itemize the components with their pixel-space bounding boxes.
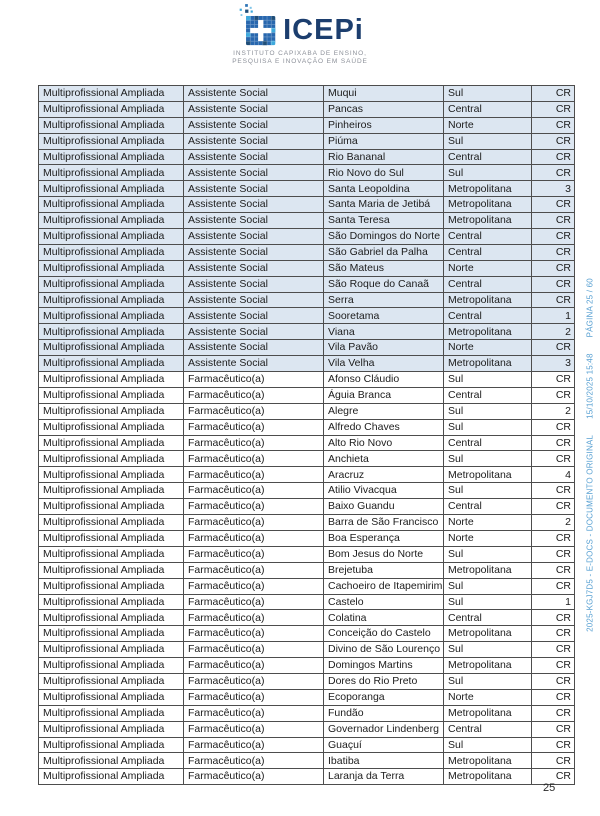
table-row	[39, 197, 575, 213]
cell-vacancies: 2	[532, 515, 575, 531]
cell-municipality: Laranja da Terra	[324, 769, 444, 785]
cell-region: Central	[444, 244, 532, 260]
cell-program: Multiprofissional Ampliada	[39, 324, 184, 340]
table-row	[39, 530, 575, 546]
cell-vacancies: CR	[532, 499, 575, 515]
cell-region: Metropolitana	[444, 356, 532, 372]
cell-vacancies: CR	[532, 483, 575, 499]
cell-region: Central	[444, 435, 532, 451]
table-row	[39, 483, 575, 499]
table-row	[39, 308, 575, 324]
cell-region: Sul	[444, 403, 532, 419]
cell-program: Multiprofissional Ampliada	[39, 292, 184, 308]
table-row	[39, 562, 575, 578]
cell-program: Multiprofissional Ampliada	[39, 594, 184, 610]
cell-profession: Assistente Social	[184, 292, 324, 308]
cell-program: Multiprofissional Ampliada	[39, 229, 184, 245]
cell-municipality: Guaçuí	[324, 737, 444, 753]
cell-vacancies: CR	[532, 276, 575, 292]
cell-vacancies: CR	[532, 372, 575, 388]
logo-subtitle-line1: INSTITUTO CAPIXABA DE ENSINO,	[233, 50, 367, 57]
cell-profession: Farmacêutico(a)	[184, 387, 324, 403]
table-row	[39, 721, 575, 737]
cell-region: Metropolitana	[444, 658, 532, 674]
cell-municipality: Governador Lindenberg	[324, 721, 444, 737]
cell-municipality: Santa Maria de Jetibá	[324, 197, 444, 213]
cell-region: Metropolitana	[444, 467, 532, 483]
cell-vacancies: 2	[532, 324, 575, 340]
cell-program: Multiprofissional Ampliada	[39, 133, 184, 149]
table-row	[39, 117, 575, 133]
cell-profession: Farmacêutico(a)	[184, 403, 324, 419]
table-row	[39, 546, 575, 562]
cell-program: Multiprofissional Ampliada	[39, 467, 184, 483]
cell-program: Multiprofissional Ampliada	[39, 387, 184, 403]
cell-vacancies: CR	[532, 292, 575, 308]
cell-profession: Assistente Social	[184, 101, 324, 117]
table-row	[39, 213, 575, 229]
cell-vacancies: CR	[532, 610, 575, 626]
table-row	[39, 499, 575, 515]
cell-region: Central	[444, 229, 532, 245]
cell-region: Sul	[444, 165, 532, 181]
cell-vacancies: CR	[532, 86, 575, 102]
table-row	[39, 610, 575, 626]
cell-region: Norte	[444, 515, 532, 531]
cell-profession: Farmacêutico(a)	[184, 594, 324, 610]
cell-profession: Assistente Social	[184, 133, 324, 149]
cell-municipality: Pancas	[324, 101, 444, 117]
cell-program: Multiprofissional Ampliada	[39, 435, 184, 451]
cell-municipality: Aracruz	[324, 467, 444, 483]
table-row	[39, 292, 575, 308]
cell-profession: Assistente Social	[184, 324, 324, 340]
logo-subtitle-line2: PESQUISA E INOVAÇÃO EM SAÚDE	[232, 58, 368, 66]
cell-municipality: Vila Velha	[324, 356, 444, 372]
cell-vacancies: CR	[532, 213, 575, 229]
table-row	[39, 403, 575, 419]
table-row	[39, 705, 575, 721]
cell-region: Sul	[444, 419, 532, 435]
vacancies-table	[38, 85, 575, 785]
cell-profession: Farmacêutico(a)	[184, 483, 324, 499]
cell-vacancies: CR	[532, 642, 575, 658]
cell-profession: Farmacêutico(a)	[184, 499, 324, 515]
cell-profession: Farmacêutico(a)	[184, 642, 324, 658]
cell-profession: Farmacêutico(a)	[184, 689, 324, 705]
icepi-logo-icon	[236, 4, 278, 48]
cell-region: Central	[444, 308, 532, 324]
cell-municipality: Muqui	[324, 86, 444, 102]
cell-vacancies: CR	[532, 165, 575, 181]
logo-row	[236, 4, 364, 48]
cell-municipality: Castelo	[324, 594, 444, 610]
cell-municipality: Colatina	[324, 610, 444, 626]
table-row	[39, 578, 575, 594]
cell-region: Metropolitana	[444, 753, 532, 769]
cell-program: Multiprofissional Ampliada	[39, 562, 184, 578]
cell-region: Sul	[444, 578, 532, 594]
cell-municipality: Bom Jesus do Norte	[324, 546, 444, 562]
cell-region: Norte	[444, 530, 532, 546]
table-row	[39, 372, 575, 388]
table-row	[39, 658, 575, 674]
cell-vacancies: CR	[532, 197, 575, 213]
cell-municipality: Ibatiba	[324, 753, 444, 769]
cell-region: Metropolitana	[444, 324, 532, 340]
table-row	[39, 101, 575, 117]
cell-municipality: Piúma	[324, 133, 444, 149]
cell-profession: Assistente Social	[184, 86, 324, 102]
cell-profession: Assistente Social	[184, 181, 324, 197]
stamp-datetime: 15/10/2025 15:48	[585, 353, 595, 419]
cell-program: Multiprofissional Ampliada	[39, 372, 184, 388]
cell-program: Multiprofissional Ampliada	[39, 308, 184, 324]
cell-region: Central	[444, 276, 532, 292]
cell-profession: Assistente Social	[184, 340, 324, 356]
cell-region: Sul	[444, 546, 532, 562]
cell-municipality: Boa Esperança	[324, 530, 444, 546]
cell-profession: Assistente Social	[184, 117, 324, 133]
cell-municipality: Conceição do Castelo	[324, 626, 444, 642]
cell-program: Multiprofissional Ampliada	[39, 419, 184, 435]
cell-municipality: São Gabriel da Palha	[324, 244, 444, 260]
cell-municipality: Anchieta	[324, 451, 444, 467]
cell-program: Multiprofissional Ampliada	[39, 197, 184, 213]
cell-municipality: Atilio Vivacqua	[324, 483, 444, 499]
cell-municipality: Alegre	[324, 403, 444, 419]
cell-region: Central	[444, 721, 532, 737]
cell-profession: Farmacêutico(a)	[184, 467, 324, 483]
cell-profession: Farmacêutico(a)	[184, 372, 324, 388]
cell-program: Multiprofissional Ampliada	[39, 721, 184, 737]
cell-region: Central	[444, 149, 532, 165]
cell-vacancies: 3	[532, 356, 575, 372]
cell-vacancies: CR	[532, 689, 575, 705]
cell-municipality: Águia Branca	[324, 387, 444, 403]
cell-vacancies: CR	[532, 340, 575, 356]
cell-program: Multiprofissional Ampliada	[39, 244, 184, 260]
cell-region: Sul	[444, 737, 532, 753]
cell-profession: Assistente Social	[184, 197, 324, 213]
cell-program: Multiprofissional Ampliada	[39, 181, 184, 197]
cell-municipality: Dores do Rio Preto	[324, 673, 444, 689]
cell-municipality: Cachoeiro de Itapemirim	[324, 578, 444, 594]
cell-program: Multiprofissional Ampliada	[39, 642, 184, 658]
cell-vacancies: CR	[532, 229, 575, 245]
cell-program: Multiprofissional Ampliada	[39, 213, 184, 229]
cell-region: Sul	[444, 483, 532, 499]
table-row	[39, 324, 575, 340]
cell-municipality: Alto Rio Novo	[324, 435, 444, 451]
cell-vacancies: CR	[532, 562, 575, 578]
cell-program: Multiprofissional Ampliada	[39, 530, 184, 546]
cell-vacancies: CR	[532, 753, 575, 769]
cell-program: Multiprofissional Ampliada	[39, 260, 184, 276]
table-row	[39, 594, 575, 610]
cell-vacancies: 2	[532, 403, 575, 419]
table-row	[39, 689, 575, 705]
cell-region: Metropolitana	[444, 705, 532, 721]
cell-program: Multiprofissional Ampliada	[39, 737, 184, 753]
cell-region: Metropolitana	[444, 181, 532, 197]
table-row	[39, 133, 575, 149]
cell-program: Multiprofissional Ampliada	[39, 117, 184, 133]
cell-program: Multiprofissional Ampliada	[39, 705, 184, 721]
cell-program: Multiprofissional Ampliada	[39, 753, 184, 769]
cell-vacancies: CR	[532, 530, 575, 546]
cell-vacancies: CR	[532, 737, 575, 753]
cell-vacancies: CR	[532, 721, 575, 737]
cell-profession: Farmacêutico(a)	[184, 515, 324, 531]
cell-region: Metropolitana	[444, 626, 532, 642]
table-row	[39, 165, 575, 181]
cell-profession: Farmacêutico(a)	[184, 530, 324, 546]
page-number: 25	[543, 782, 556, 794]
cell-profession: Farmacêutico(a)	[184, 753, 324, 769]
cell-region: Norte	[444, 689, 532, 705]
table-row	[39, 260, 575, 276]
cell-program: Multiprofissional Ampliada	[39, 165, 184, 181]
cell-profession: Farmacêutico(a)	[184, 419, 324, 435]
cell-profession: Assistente Social	[184, 165, 324, 181]
cell-profession: Assistente Social	[184, 260, 324, 276]
cell-region: Central	[444, 101, 532, 117]
cell-municipality: Divino de São Lourenço	[324, 642, 444, 658]
cell-vacancies: CR	[532, 451, 575, 467]
cell-region: Metropolitana	[444, 562, 532, 578]
cell-vacancies: CR	[532, 658, 575, 674]
cell-vacancies: 3	[532, 181, 575, 197]
cell-profession: Assistente Social	[184, 213, 324, 229]
cell-municipality: Sooretama	[324, 308, 444, 324]
cell-profession: Assistente Social	[184, 229, 324, 245]
cell-municipality: Afonso Cláudio	[324, 372, 444, 388]
cell-municipality: Domingos Martins	[324, 658, 444, 674]
cell-region: Sul	[444, 86, 532, 102]
cell-profession: Farmacêutico(a)	[184, 673, 324, 689]
cell-municipality: Pinheiros	[324, 117, 444, 133]
cell-region: Norte	[444, 260, 532, 276]
cell-program: Multiprofissional Ampliada	[39, 276, 184, 292]
cell-municipality: Alfredo Chaves	[324, 419, 444, 435]
cell-profession: Farmacêutico(a)	[184, 721, 324, 737]
table-row	[39, 626, 575, 642]
table-row	[39, 356, 575, 372]
cell-region: Central	[444, 499, 532, 515]
cell-region: Sul	[444, 451, 532, 467]
cell-municipality: Ecoporanga	[324, 689, 444, 705]
cell-program: Multiprofissional Ampliada	[39, 86, 184, 102]
cell-vacancies: CR	[532, 673, 575, 689]
table-row	[39, 244, 575, 260]
cell-vacancies: CR	[532, 149, 575, 165]
edocs-stamp-text	[586, 278, 595, 632]
cell-program: Multiprofissional Ampliada	[39, 658, 184, 674]
cell-profession: Farmacêutico(a)	[184, 626, 324, 642]
cell-program: Multiprofissional Ampliada	[39, 499, 184, 515]
cell-vacancies: CR	[532, 546, 575, 562]
cell-region: Metropolitana	[444, 197, 532, 213]
cell-program: Multiprofissional Ampliada	[39, 689, 184, 705]
cell-region: Sul	[444, 133, 532, 149]
cell-program: Multiprofissional Ampliada	[39, 578, 184, 594]
cell-region: Metropolitana	[444, 213, 532, 229]
cell-vacancies: CR	[532, 705, 575, 721]
cell-municipality: Viana	[324, 324, 444, 340]
table-row	[39, 515, 575, 531]
cell-vacancies: CR	[532, 387, 575, 403]
cell-region: Sul	[444, 642, 532, 658]
cell-program: Multiprofissional Ampliada	[39, 451, 184, 467]
cell-vacancies: CR	[532, 101, 575, 117]
cell-municipality: Baixo Guandu	[324, 499, 444, 515]
table-row	[39, 435, 575, 451]
cell-program: Multiprofissional Ampliada	[39, 546, 184, 562]
cell-vacancies: CR	[532, 769, 575, 785]
cell-profession: Assistente Social	[184, 244, 324, 260]
cell-municipality: Rio Bananal	[324, 149, 444, 165]
cell-program: Multiprofissional Ampliada	[39, 403, 184, 419]
cell-program: Multiprofissional Ampliada	[39, 101, 184, 117]
stamp-page-label: PÁGINA 25 / 60	[585, 278, 595, 338]
cell-vacancies: CR	[532, 626, 575, 642]
cell-profession: Farmacêutico(a)	[184, 705, 324, 721]
cell-profession: Farmacêutico(a)	[184, 562, 324, 578]
cell-region: Central	[444, 387, 532, 403]
cell-program: Multiprofissional Ampliada	[39, 340, 184, 356]
cell-profession: Assistente Social	[184, 276, 324, 292]
table-row	[39, 769, 575, 785]
stamp-code: 2025-KGJ7D5 - E-DOCS - DOCUMENTO ORIGINAL	[585, 434, 595, 632]
table-row	[39, 181, 575, 197]
table-row	[39, 229, 575, 245]
cell-municipality: Fundão	[324, 705, 444, 721]
table-row	[39, 673, 575, 689]
cell-municipality: Santa Leopoldina	[324, 181, 444, 197]
cell-municipality: Brejetuba	[324, 562, 444, 578]
cell-municipality: Rio Novo do Sul	[324, 165, 444, 181]
cell-profession: Farmacêutico(a)	[184, 451, 324, 467]
cell-program: Multiprofissional Ampliada	[39, 483, 184, 499]
cell-profession: Assistente Social	[184, 308, 324, 324]
table-row	[39, 387, 575, 403]
cell-municipality: São Mateus	[324, 260, 444, 276]
cell-municipality: Serra	[324, 292, 444, 308]
cell-municipality: Vila Pavão	[324, 340, 444, 356]
cell-program: Multiprofissional Ampliada	[39, 610, 184, 626]
cell-profession: Farmacêutico(a)	[184, 610, 324, 626]
cell-municipality: Barra de São Francisco	[324, 515, 444, 531]
icepi-header	[0, 4, 600, 66]
table-row	[39, 737, 575, 753]
cell-vacancies: CR	[532, 260, 575, 276]
table-row	[39, 149, 575, 165]
cell-program: Multiprofissional Ampliada	[39, 626, 184, 642]
table-row	[39, 753, 575, 769]
cell-program: Multiprofissional Ampliada	[39, 356, 184, 372]
cell-profession: Farmacêutico(a)	[184, 658, 324, 674]
cell-profession: Farmacêutico(a)	[184, 435, 324, 451]
cell-region: Metropolitana	[444, 292, 532, 308]
cell-region: Sul	[444, 673, 532, 689]
cell-profession: Assistente Social	[184, 356, 324, 372]
cell-profession: Farmacêutico(a)	[184, 737, 324, 753]
table-row	[39, 467, 575, 483]
logo-subtitle	[232, 50, 368, 66]
cell-profession: Farmacêutico(a)	[184, 578, 324, 594]
cell-vacancies: CR	[532, 133, 575, 149]
cell-region: Central	[444, 610, 532, 626]
cell-municipality: Santa Teresa	[324, 213, 444, 229]
table-row	[39, 86, 575, 102]
table-row	[39, 642, 575, 658]
table-row	[39, 340, 575, 356]
cell-municipality: São Domingos do Norte	[324, 229, 444, 245]
cell-vacancies: CR	[532, 244, 575, 260]
cell-program: Multiprofissional Ampliada	[39, 515, 184, 531]
cell-region: Metropolitana	[444, 769, 532, 785]
cell-profession: Assistente Social	[184, 149, 324, 165]
cell-profession: Farmacêutico(a)	[184, 769, 324, 785]
cell-vacancies: 1	[532, 594, 575, 610]
table-row	[39, 451, 575, 467]
cell-vacancies: CR	[532, 419, 575, 435]
logo-title: ICEPi	[283, 14, 364, 46]
cell-region: Norte	[444, 340, 532, 356]
cell-region: Norte	[444, 117, 532, 133]
table-row	[39, 276, 575, 292]
vacancies-table-body	[39, 86, 575, 785]
cell-vacancies: 4	[532, 467, 575, 483]
cell-program: Multiprofissional Ampliada	[39, 769, 184, 785]
cell-region: Sul	[444, 594, 532, 610]
edocs-stamp	[583, 253, 597, 657]
table-row	[39, 419, 575, 435]
cell-vacancies: 1	[532, 308, 575, 324]
cell-vacancies: CR	[532, 435, 575, 451]
cell-municipality: São Roque do Canaã	[324, 276, 444, 292]
cell-vacancies: CR	[532, 578, 575, 594]
cell-profession: Farmacêutico(a)	[184, 546, 324, 562]
cell-program: Multiprofissional Ampliada	[39, 673, 184, 689]
cell-vacancies: CR	[532, 117, 575, 133]
cell-region: Sul	[444, 372, 532, 388]
cell-program: Multiprofissional Ampliada	[39, 149, 184, 165]
